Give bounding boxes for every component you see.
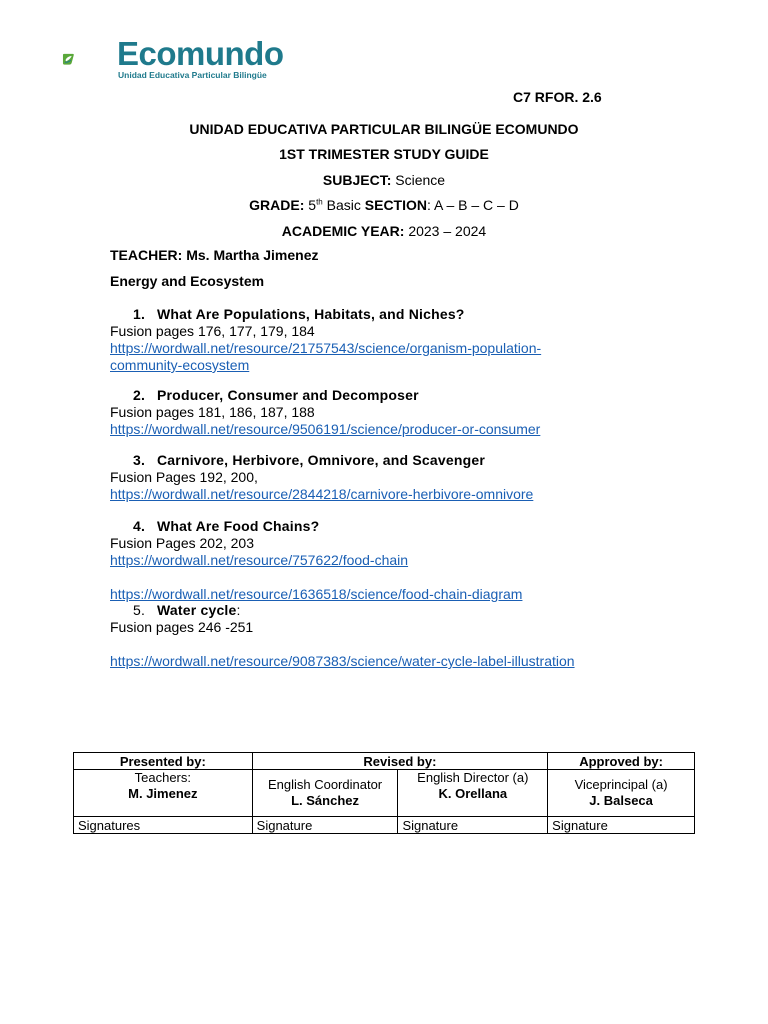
academic-year-line	[0, 223, 768, 239]
topic-3-link[interactable]: https://wordwall.net/resource/2844218/carnivore-herbivore-omnivore	[110, 486, 534, 502]
subject-label: SUBJECT:	[322, 172, 392, 188]
grade-number: 5	[308, 197, 317, 213]
table-signature-row	[74, 817, 695, 834]
topic-1-link[interactable]: https://wordwall.net/resource/21757543/science/organism-population-	[110, 340, 542, 356]
guide-title: 1ST TRIMESTER STUDY GUIDE	[279, 146, 489, 162]
section-value: : A – B – C – D	[427, 197, 519, 213]
academic-year-label: ACADEMIC YEAR:	[281, 223, 405, 239]
topic-1-pages: Fusion pages 176, 177, 179, 184	[110, 323, 315, 339]
logo-wordmark: Ecomundo	[117, 35, 284, 72]
grade-value: Basic	[326, 197, 361, 213]
logo-tagline: Unidad Educativa Particular Bilingüe	[118, 70, 267, 80]
director-cell: English Director (a) K. Orellana	[398, 770, 548, 817]
topic-4-heading: 4. What Are Food Chains?	[133, 518, 320, 534]
header-revised: Revised by:	[252, 753, 548, 770]
grade-line	[0, 197, 768, 213]
viceprincipal-cell: Viceprincipal (a) J. Balseca	[548, 770, 695, 817]
grade-label: GRADE:	[249, 197, 305, 213]
topic-5-link[interactable]: https://wordwall.net/resource/9087383/science/water-cycle-label-illustration	[110, 653, 575, 669]
topic-3-pages: Fusion Pages 192, 200,	[110, 469, 258, 485]
section-label: SECTION	[364, 197, 427, 213]
topic-2-heading: 2. Producer, Consumer and Decomposer	[133, 387, 419, 403]
topic-4-pages: Fusion Pages 202, 203	[110, 535, 254, 551]
grade-suffix: th	[316, 197, 323, 207]
topic-2-link[interactable]: https://wordwall.net/resource/9506191/science/producer-or-consumer	[110, 421, 541, 437]
subject-value: Science	[395, 172, 446, 188]
header-presented: Presented by:	[74, 753, 253, 770]
approval-table	[73, 752, 695, 834]
topic-3-heading: 3. Carnivore, Herbivore, Omnivore, and Scavenger	[133, 452, 486, 468]
topic-4-link-2[interactable]: https://wordwall.net/resource/1636518/science/food-chain-diagram	[110, 586, 523, 602]
topic-5-pages: Fusion pages 246 -251	[110, 619, 254, 635]
topic-5-heading: 5. Water cycle:	[133, 602, 241, 618]
academic-year-value: 2023 – 2024	[408, 223, 487, 239]
coordinator-cell: English Coordinator L. Sánchez	[252, 770, 398, 817]
presented-cell: Teachers: M. Jimenez	[74, 770, 253, 817]
ecomundo-logo-icon	[62, 34, 118, 84]
subject-line	[0, 172, 768, 188]
signature-cell: Signature	[548, 817, 695, 834]
topic-1-heading: 1. What Are Populations, Habitats, and Niches?	[133, 306, 465, 322]
document-code: C7 RFOR. 2.6	[513, 89, 602, 105]
school-name: UNIDAD EDUCATIVA PARTICULAR BILINGÜE ECOMUNDO	[189, 121, 579, 137]
header-approved: Approved by:	[548, 753, 695, 770]
table-header-row	[74, 753, 695, 770]
teacher-line: TEACHER: Ms. Martha Jimenez	[110, 247, 319, 263]
signature-cell: Signature	[252, 817, 398, 834]
topic-2-pages: Fusion pages 181, 186, 187, 188	[110, 404, 315, 420]
topic-4-link[interactable]: https://wordwall.net/resource/757622/food-chain	[110, 552, 409, 568]
topic-1-link-cont[interactable]: community-ecosystem	[110, 357, 250, 373]
unit-title: Energy and Ecosystem	[110, 273, 265, 289]
table-names-row	[74, 770, 695, 817]
signature-cell: Signature	[398, 817, 548, 834]
signature-cell: Signatures	[74, 817, 253, 834]
